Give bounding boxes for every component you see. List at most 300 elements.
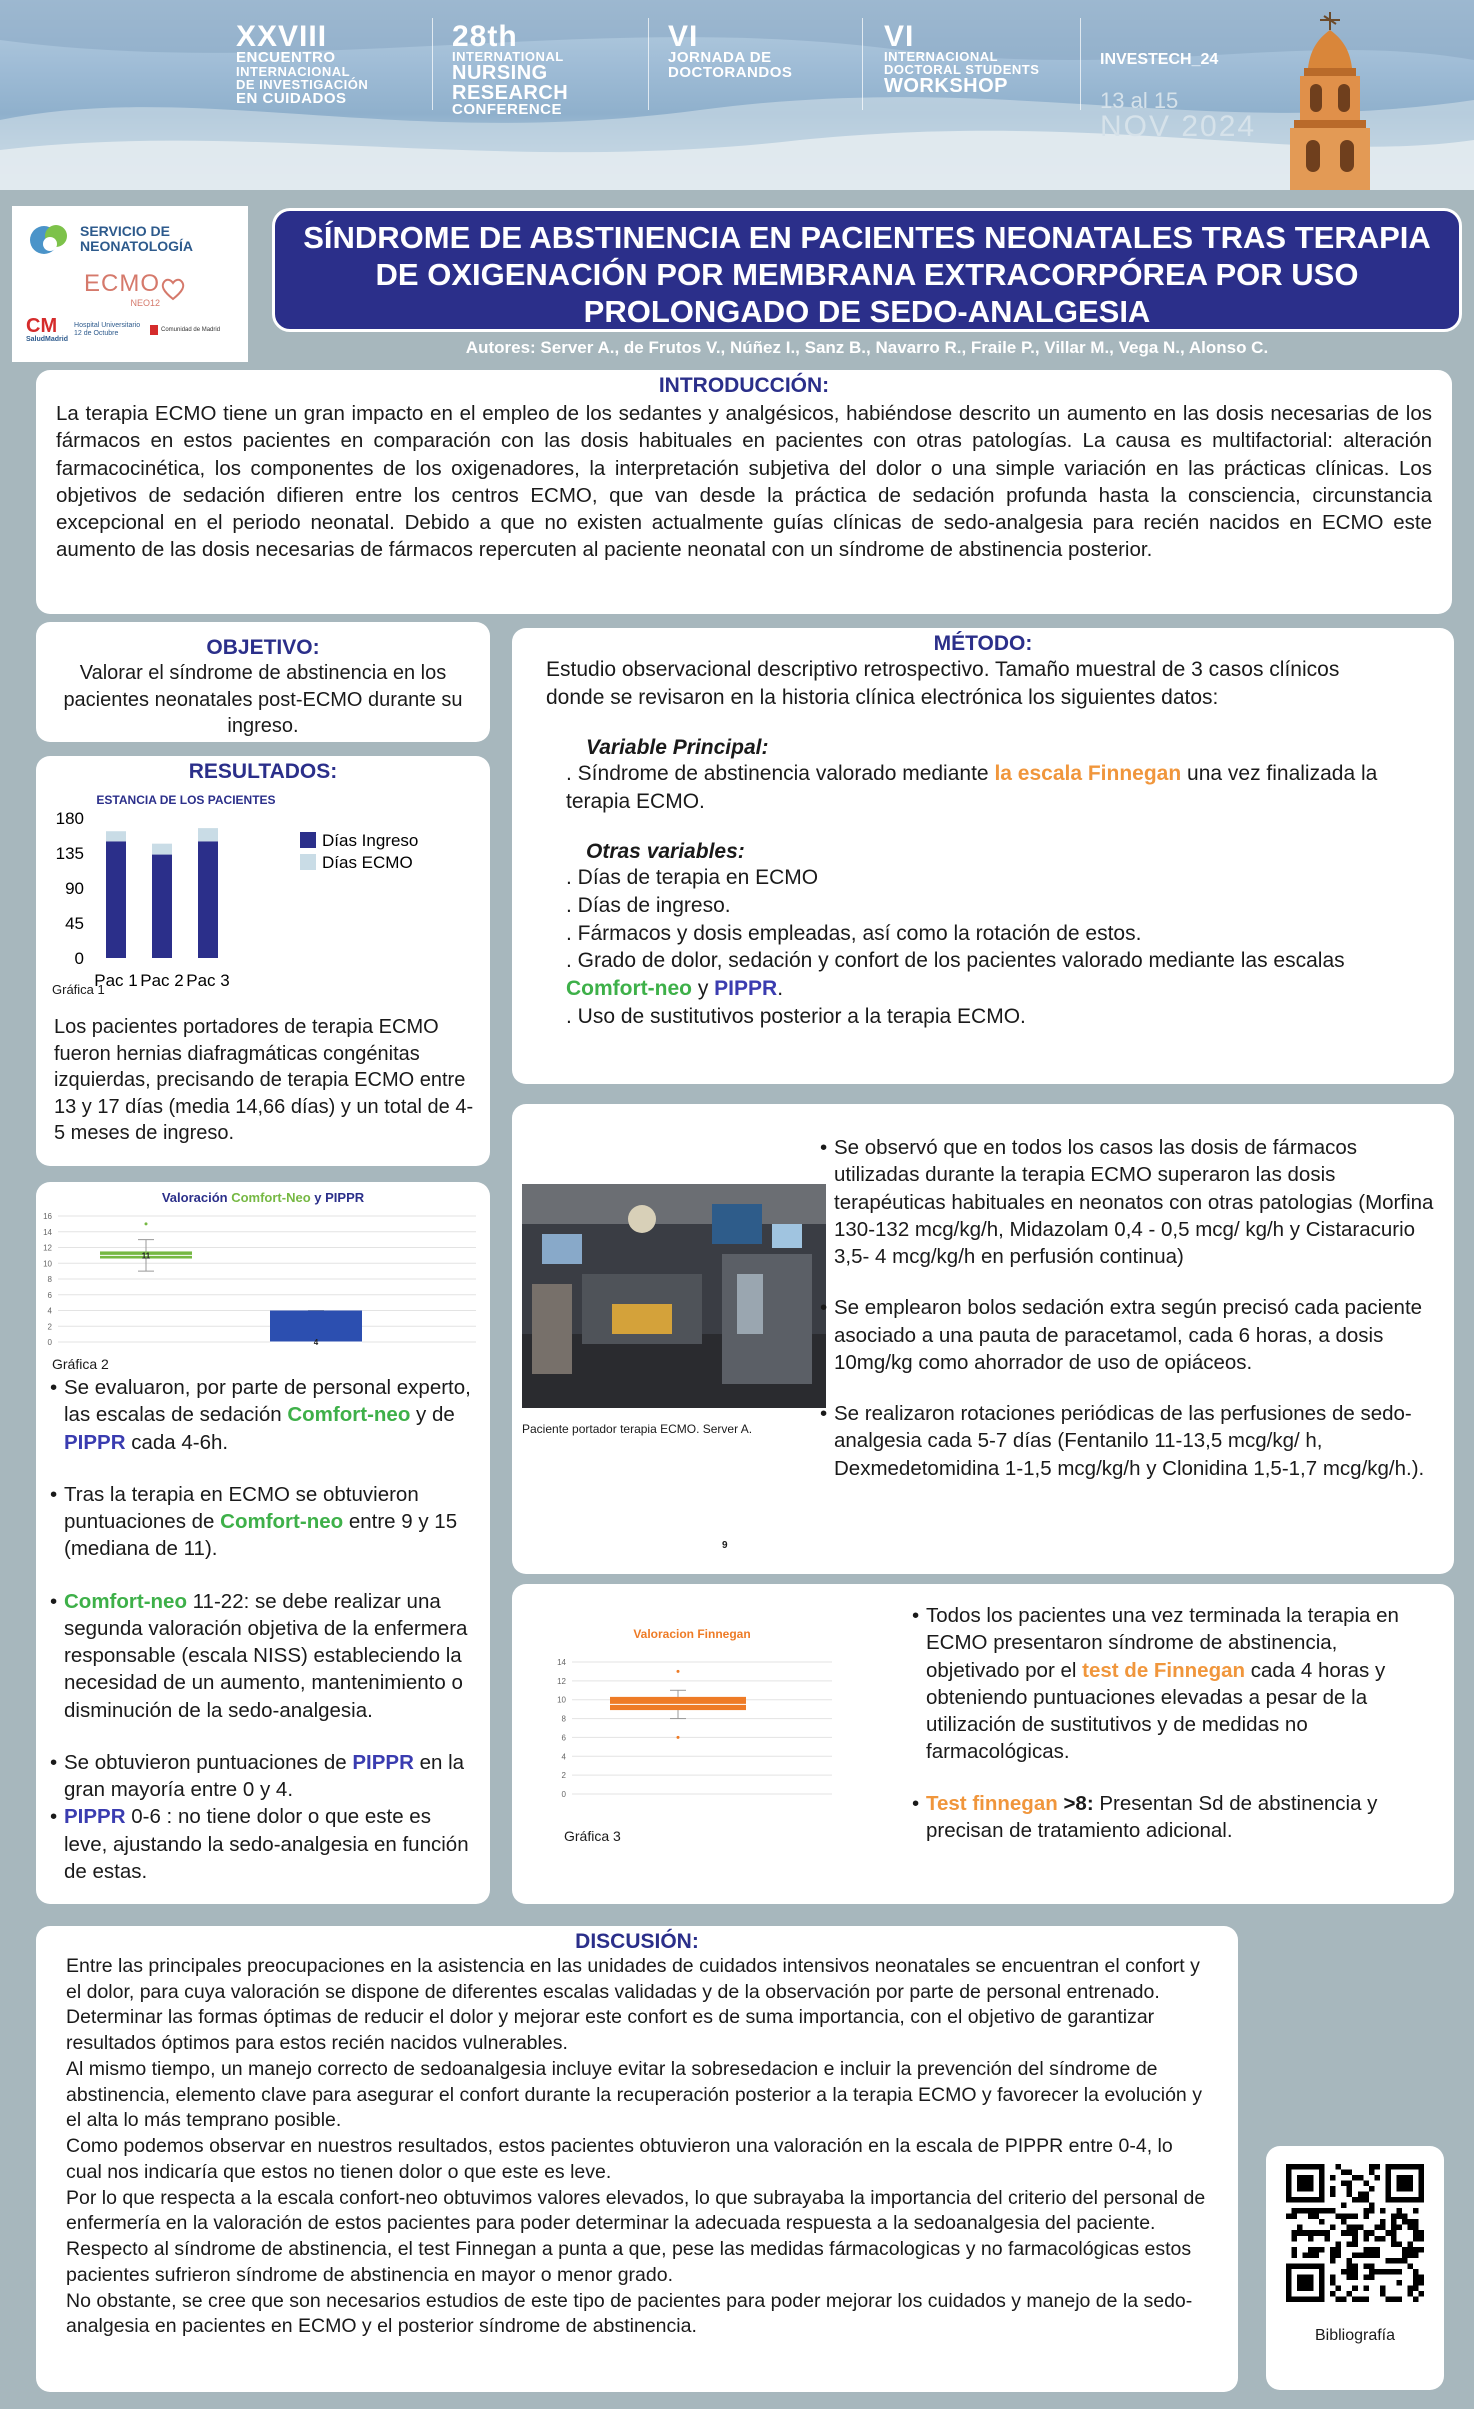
qr-module xyxy=(1363,2214,1369,2220)
qr-module xyxy=(1341,2296,1347,2302)
bar-días-ecmo xyxy=(152,844,172,855)
paragraph: No obstante, se cree que son necesarios estudios de este tipo de pacientes para poder mejorar los cuidados y manejo de la sedo-analgesia en pacientes en ECMO y el posterior síndrome de abstinencia. xyxy=(66,2289,1193,2338)
qr-module xyxy=(1374,2236,1380,2242)
bar-días-ingreso xyxy=(152,855,172,958)
qr-module xyxy=(1319,2247,1325,2253)
qr-module xyxy=(1303,2208,1309,2214)
qr-module xyxy=(1413,2269,1419,2275)
qr-module xyxy=(1391,2296,1397,2302)
chart1-caption: Gráfica 1 xyxy=(52,982,105,997)
y-tick-label: 8 xyxy=(47,1275,52,1284)
y-tick-label: 12 xyxy=(43,1243,52,1253)
qr-module xyxy=(1358,2192,1364,2198)
box xyxy=(610,1697,746,1710)
paragraph: Determinar las formas óptimas de reducir el dolor y mejorar este confort es de suma importancia, con el objetivo de garantizar resultados óptimos para estos recién nacidos vulnerables. xyxy=(66,2006,1155,2055)
otras-variables-list xyxy=(566,864,1420,1032)
comfort-bullet-4: • Se obtuvieron puntuaciones de PIPPR en la gran mayoría entre 0 y 4. xyxy=(50,1749,478,1804)
outlier-point xyxy=(677,1670,680,1673)
qr-module xyxy=(1347,2170,1353,2176)
qr-module xyxy=(1369,2230,1375,2236)
legend-label: Días Ingreso xyxy=(322,831,419,850)
qr-module xyxy=(1341,2170,1347,2176)
dosis-bullet-1: • Se observó que en todos los casos las dosis de fármacos utilizadas durante la terapia ECMO superaron las dosis terapéuticas habituales en neonatos con otras patologias (Morfina 130-132 mcg/kg/h, Midazolam 0,4 - 0,5 mcg/ kg/h y Cistaracurio 3,5- 4 mcg/kg/h en perfusión continua) xyxy=(820,1134,1446,1270)
qr-module xyxy=(1407,2225,1413,2231)
qr-module xyxy=(1363,2230,1369,2236)
qr-module xyxy=(1391,2258,1397,2264)
qr-module xyxy=(1330,2247,1336,2253)
event-nursing-conference: 28th INTERNATIONAL NURSING RESEARCH CONFERENCE xyxy=(452,20,569,119)
qr-module xyxy=(1413,2296,1419,2302)
qr-module xyxy=(1352,2269,1358,2275)
qr-module xyxy=(1314,2247,1320,2253)
qr-module xyxy=(1407,2247,1413,2253)
comunidad-madrid-logo: Comunidad de Madrid xyxy=(150,325,220,335)
bar-días-ecmo xyxy=(106,831,126,841)
event-jornada-doctorandos: VI JORNADA DE DOCTORANDOS xyxy=(668,20,793,82)
finnegan-bullet-2: • Test finnegan >8: Presentan Sd de abstinencia y precisan de tratamiento adicional. xyxy=(912,1790,1432,1845)
y-tick-label: 10 xyxy=(43,1259,52,1269)
qr-module xyxy=(1352,2175,1358,2181)
bibliografia-label: Bibliografía xyxy=(1314,2327,1396,2344)
qr-module xyxy=(1292,2208,1298,2214)
qr-module xyxy=(1363,2208,1369,2214)
qr-module xyxy=(1402,2258,1408,2264)
comfort-bullet-3: • Comfort-neo 11-22: se debe realizar una segunda valoración objetiva de la enfermera responsable (escala NISS) estableciendo la necesidad de un aumento, mantenimiento o disminución de la sedo-analgesia. xyxy=(50,1588,478,1724)
y-tick-label: 4 xyxy=(561,1752,566,1762)
page-number: 9 xyxy=(722,1540,728,1551)
qr-module xyxy=(1347,2274,1353,2280)
qr-module xyxy=(1292,2214,1298,2220)
dosis-bullets xyxy=(820,1134,1446,1482)
qr-module xyxy=(1396,2280,1402,2286)
qr-module xyxy=(1325,2208,1331,2214)
objetivo-heading: OBJETIVO: xyxy=(206,636,320,659)
qr-module xyxy=(1352,2263,1358,2269)
header-banner xyxy=(0,0,1474,190)
qr-module xyxy=(1413,2230,1419,2236)
qr-module xyxy=(1396,2214,1402,2220)
comfort-pippr-box-chart xyxy=(36,1182,490,1362)
qr-module xyxy=(1347,2186,1353,2192)
qr-module xyxy=(1292,2247,1298,2253)
list-item: . Uso de sustitutivos posterior a la terapia ECMO. xyxy=(566,1005,1026,1029)
qr-module xyxy=(1330,2208,1336,2214)
qr-module xyxy=(1341,2230,1347,2236)
data-label: 4 xyxy=(313,1338,319,1347)
y-tick-label: 0 xyxy=(561,1790,566,1799)
x-tick-label: Pac 3 xyxy=(186,971,230,986)
qr-module xyxy=(1314,2214,1320,2220)
qr-module xyxy=(1407,2241,1413,2247)
qr-module xyxy=(1363,2236,1369,2242)
qr-module xyxy=(1352,2225,1358,2231)
qr-module xyxy=(1407,2263,1413,2269)
qr-module xyxy=(1380,2225,1386,2231)
comfort-pippr-panel xyxy=(36,1182,490,1904)
qr-module xyxy=(1413,2236,1419,2242)
qr-module xyxy=(1341,2269,1347,2275)
paragraph: Entre las principales preocupaciones en la asistencia en las unidades de cuidados intensivos neonatales se encuentran el confort y el dolor, para cuya valoración se dispone de diferentes escalas validadas y de la observación por parte de personal entrenado. xyxy=(66,1955,1200,2003)
intro-text: La terapia ECMO tiene un gran impacto en el empleo de los sedantes y analgésicos, habiéndose descrito un aumento en las dosis necesarias de los fármacos en estos pacientes en comparación con las dosis habituales en pacientes con otras patologías. La causa es multifactorial: alteración farmacocinética, los componentes de los oxigenadores, la interpretación subjetiva del dolor o una simple variación en las prácticas clínicas. Los objetivos de sedación difieren entre los centros ECMO, que van desde la práctica de sedación profunda hasta la consciencia, circunstancia excepcional en el periodo neonatal. Debido a que no existen actualmente guías clínicas de sedo-analgesia para recién nacidos en ECMO este aumento de las dosis necesarias de fármacos repercuten al paciente neonatal con un síndrome de abstinencia posterior. xyxy=(56,402,1432,562)
qr-module xyxy=(1347,2263,1353,2269)
poster-title-panel xyxy=(272,208,1462,332)
qr-module xyxy=(1385,2230,1391,2236)
qr-module xyxy=(1319,2230,1325,2236)
salud-madrid-logos xyxy=(26,316,234,343)
chart2-caption: Gráfica 2 xyxy=(52,1356,109,1372)
qr-module xyxy=(1380,2269,1386,2275)
poster-title: SÍNDROME DE ABSTINENCIA EN PACIENTES NEONATALES TRAS TERAPIA DE OXIGENACIÓN POR MEMBRANA EXTRACORPÓREA POR USO PROLONGADO DE SEDO-ANALGESIA xyxy=(303,220,1431,330)
finnegan-box-chart xyxy=(542,1624,842,1804)
qr-module xyxy=(1314,2230,1320,2236)
qr-module xyxy=(1369,2252,1375,2258)
bar-días-ingreso xyxy=(198,841,218,958)
servicio-neonatologia-logo: SERVICIO DE NEONATOLOGÍA xyxy=(26,218,234,260)
y-tick-label: 0 xyxy=(47,1338,52,1347)
qr-module xyxy=(1391,2225,1397,2231)
qr-module xyxy=(1396,2269,1402,2275)
y-tick-label: 16 xyxy=(43,1212,52,1221)
qr-module xyxy=(1385,2296,1391,2302)
comfort-bullet-2: • Tras la terapia en ECMO se obtuvieron puntuaciones de Comfort-neo entre 9 y 15 (mediana de 11). xyxy=(50,1481,478,1563)
qr-module xyxy=(1341,2181,1347,2187)
photo-caption: Paciente portador terapia ECMO. Server A. xyxy=(522,1422,753,1436)
qr-module xyxy=(1336,2164,1342,2170)
qr-module xyxy=(1418,2247,1424,2253)
qr-module xyxy=(1369,2247,1375,2253)
qr-module xyxy=(1413,2274,1419,2280)
qr-module xyxy=(1358,2197,1364,2203)
qr-module xyxy=(1330,2192,1336,2198)
legend-label: Días ECMO xyxy=(322,853,413,872)
qr-module xyxy=(1341,2214,1347,2220)
y-tick-label: 12 xyxy=(557,1676,566,1686)
qr-module xyxy=(1402,2247,1408,2253)
dosis-panel xyxy=(512,1104,1454,1574)
qr-finder xyxy=(1297,2175,1314,2192)
qr-module xyxy=(1396,2225,1402,2231)
qr-module xyxy=(1413,2247,1419,2253)
qr-module xyxy=(1330,2274,1336,2280)
comfort-bullet-5: • PIPPR 0-6 : no tiene dolor o que este es leve, ajustando la sedo-analgesia en función de estas. xyxy=(50,1803,478,1885)
event-dates: 13 al 15 NOV 2024 xyxy=(1100,88,1257,143)
qr-module xyxy=(1374,2225,1380,2231)
y-tick-label: 6 xyxy=(47,1290,52,1300)
y-tick-label: 2 xyxy=(561,1771,566,1781)
discusion-panel xyxy=(36,1926,1238,2392)
qr-module xyxy=(1347,2225,1353,2231)
qr-panel[interactable] xyxy=(1266,2146,1444,2390)
list-item: . Días de ingreso. xyxy=(566,893,731,917)
chart-title: Valoracion Finnegan xyxy=(633,1627,751,1641)
metodo-heading: MÉTODO: xyxy=(933,632,1033,655)
qr-module xyxy=(1292,2230,1298,2236)
qr-module xyxy=(1352,2285,1358,2291)
qr-module xyxy=(1407,2252,1413,2258)
qr-module xyxy=(1292,2252,1298,2258)
y-tick-label: 90 xyxy=(65,879,84,898)
y-tick-label: 14 xyxy=(43,1227,52,1237)
y-tick-label: 45 xyxy=(65,914,84,933)
qr-module xyxy=(1413,2225,1419,2231)
resultados-panel xyxy=(36,756,490,1166)
outlier-point xyxy=(677,1736,680,1739)
qr-module xyxy=(1352,2252,1358,2258)
qr-module xyxy=(1314,2252,1320,2258)
qr-module xyxy=(1330,2291,1336,2297)
divider xyxy=(432,18,433,110)
qr-module xyxy=(1363,2192,1369,2198)
qr-module xyxy=(1380,2219,1386,2225)
qr-module xyxy=(1308,2214,1314,2220)
qr-module xyxy=(1407,2285,1413,2291)
qr-module xyxy=(1336,2252,1342,2258)
qr-module xyxy=(1358,2296,1364,2302)
qr-module xyxy=(1363,2252,1369,2258)
qr-module xyxy=(1418,2280,1424,2286)
qr-module xyxy=(1303,2252,1309,2258)
qr-module xyxy=(1391,2269,1397,2275)
qr-module xyxy=(1363,2285,1369,2291)
qr-module xyxy=(1369,2164,1375,2170)
qr-module xyxy=(1319,2208,1325,2214)
ecmo-patient-photo xyxy=(522,1184,826,1408)
qr-module xyxy=(1352,2241,1358,2247)
qr-module xyxy=(1358,2175,1364,2181)
qr-module xyxy=(1336,2241,1342,2247)
qr-module xyxy=(1330,2186,1336,2192)
list-item: . Fármacos y dosis empleadas, así como la rotación de estos. xyxy=(566,921,1142,945)
qr-module xyxy=(1330,2252,1336,2258)
qr-module xyxy=(1391,2236,1397,2242)
metodo-panel xyxy=(512,628,1454,1084)
cm-logo: CM SaludMadrid xyxy=(26,315,69,343)
qr-module xyxy=(1363,2181,1369,2187)
qr-module xyxy=(1413,2208,1419,2214)
qr-module xyxy=(1402,2214,1408,2220)
finnegan-bullet-1: • Todos los pacientes una vez terminada la terapia en ECMO presentaron síndrome de abstinencia, objetivado por el test de Finnegan cada 4 horas y obteniendo puntuaciones elevadas a pesar de la utilización de sustitutivos y de medidas no farmacológicas. xyxy=(912,1602,1432,1766)
qr-module xyxy=(1341,2219,1347,2225)
qr-module xyxy=(1363,2247,1369,2253)
finnegan-panel xyxy=(512,1584,1454,1904)
qr-module xyxy=(1330,2280,1336,2286)
qr-module xyxy=(1363,2263,1369,2269)
paragraph: Al mismo tiempo, un manejo correcto de sedoanalgesia incluye evitar la sobresedacion e incluir la prevención del síndrome de abstinencia, elemento clave para asegurar el confort durante la recuperación posterior a la terapia ECMO y favorecer la evolución y el alta lo más temprano posible. xyxy=(66,2057,1202,2132)
y-tick-label: 2 xyxy=(47,1322,52,1332)
qr-module xyxy=(1358,2252,1364,2258)
qr-module xyxy=(1418,2274,1424,2280)
bar-días-ingreso xyxy=(106,841,126,958)
qr-module xyxy=(1418,2236,1424,2242)
qr-module xyxy=(1374,2269,1380,2275)
heart-icon xyxy=(160,277,186,301)
qr-module xyxy=(1391,2241,1397,2247)
chart-title: Valoración Comfort-Neo y PIPPR xyxy=(161,1190,365,1205)
legend-swatch xyxy=(300,832,316,848)
qr-module xyxy=(1314,2208,1320,2214)
qr-module xyxy=(1352,2214,1358,2220)
qr-module xyxy=(1413,2280,1419,2286)
qr-module xyxy=(1330,2225,1336,2231)
qr-module xyxy=(1336,2285,1342,2291)
intro-panel xyxy=(36,370,1452,614)
qr-module xyxy=(1297,2208,1303,2214)
objetivo-panel xyxy=(36,622,490,742)
discusion-heading: DISCUSIÓN: xyxy=(575,1930,699,1953)
qr-module xyxy=(1347,2214,1353,2220)
qr-module xyxy=(1308,2247,1314,2253)
data-label: 11 xyxy=(141,1251,151,1261)
metodo-intro: Estudio observacional descriptivo retrospectivo. Tamaño muestral de 3 casos clínicos donde se revisaron en la historia clínica electrónica los siguientes datos: xyxy=(546,658,1340,709)
otras-variables-label: Otras variables: xyxy=(586,839,745,863)
chart-title: ESTANCIA DE LOS PACIENTES xyxy=(96,793,276,807)
qr-code-icon[interactable] xyxy=(1286,2164,1424,2302)
qr-module xyxy=(1402,2252,1408,2258)
qr-module xyxy=(1369,2203,1375,2209)
y-tick-label: 135 xyxy=(55,844,84,863)
comfort-bullet-1: • Se evaluaron, por parte de personal experto, las escalas de sedación Comfort-neo y de PIPPR cada 4-6h. xyxy=(50,1374,478,1456)
hospital-name: Hospital Universitario 12 de Octubre xyxy=(74,321,141,337)
investech-label: INVESTECH_24 xyxy=(1100,51,1219,68)
qr-module xyxy=(1352,2236,1358,2242)
qr-module xyxy=(1396,2241,1402,2247)
variable-principal-text: . Síndrome de abstinencia valorado mediante la escala Finnegan una vez finalizada la terapia ECMO. xyxy=(566,761,1378,813)
y-tick-label: 6 xyxy=(561,1733,566,1743)
qr-module xyxy=(1297,2230,1303,2236)
y-tick-label: 10 xyxy=(557,1695,566,1705)
qr-module xyxy=(1385,2269,1391,2275)
qr-module xyxy=(1380,2236,1386,2242)
neonatology-logo-icon xyxy=(26,218,74,260)
list-item: . Grado de dolor, sedación y confort de los pacientes valorado mediante las escalas Comfort-neo y PIPPR. xyxy=(566,949,1345,1001)
qr-module xyxy=(1374,2175,1380,2181)
qr-module xyxy=(1369,2208,1375,2214)
dosis-bullet-3: • Se realizaron rotaciones periódicas de las perfusiones de sedo-analgesia cada 5-7 días (Fentanilo 11-13,5 mcg/kg/ h, Dexmedetomidina 1-1,5 mcg/kg/h y Clonidina 1,5-1,7 mcg/kg/h.). xyxy=(820,1400,1446,1482)
qr-module xyxy=(1319,2219,1325,2225)
resultados-text: Los pacientes portadores de terapia ECMO fueron hernias diafragmáticas congénitas izquierdas, precisando de terapia ECMO entre 13 y 17 días (media 14,66 días) y un total de 4-5 meses de ingreso. xyxy=(54,1016,474,1145)
bar-días-ecmo xyxy=(198,828,218,841)
qr-module xyxy=(1413,2252,1419,2258)
qr-module xyxy=(1396,2296,1402,2302)
stay-bar-chart xyxy=(36,786,490,986)
qr-module xyxy=(1352,2230,1358,2236)
qr-module xyxy=(1347,2230,1353,2236)
qr-module xyxy=(1374,2164,1380,2170)
qr-module xyxy=(1347,2192,1353,2198)
tower-icon xyxy=(1250,10,1410,190)
qr-module xyxy=(1413,2285,1419,2291)
y-tick-label: 0 xyxy=(74,949,84,968)
qr-module xyxy=(1336,2214,1342,2220)
divider xyxy=(862,18,863,110)
qr-module xyxy=(1380,2208,1386,2214)
qr-module xyxy=(1369,2263,1375,2269)
logos-panel xyxy=(12,206,248,362)
discusion-text xyxy=(66,1954,1208,2340)
qr-module xyxy=(1358,2225,1364,2231)
qr-module xyxy=(1391,2219,1397,2225)
x-tick-label: Pac 2 xyxy=(140,971,184,986)
qr-module xyxy=(1308,2230,1314,2236)
qr-module xyxy=(1292,2236,1298,2242)
qr-module xyxy=(1363,2274,1369,2280)
paragraph: Respecto al síndrome de abstinencia, el test Finnegan a punta a que, pese las medidas fármacologicas y no farmacológicas estos pacientes sufrieron síndrome de abstinencia en mayor o menor grado. xyxy=(66,2238,1192,2286)
y-tick-label: 4 xyxy=(47,1306,52,1316)
qr-module xyxy=(1297,2225,1303,2231)
finnegan-bullets xyxy=(912,1602,1432,1844)
qr-module xyxy=(1369,2170,1375,2176)
qr-module xyxy=(1308,2252,1314,2258)
ecmo-neo-logo: ECMO NEO12 xyxy=(84,270,234,308)
qr-module xyxy=(1385,2258,1391,2264)
qr-finder xyxy=(1297,2274,1314,2291)
event-encuentro: XXVIII ENCUENTRO INTERNACIONAL DE INVESTIGACIÓN EN CUIDADOS xyxy=(236,20,369,107)
variable-principal-label: Variable Principal: xyxy=(586,735,769,759)
qr-module xyxy=(1347,2181,1353,2187)
qr-module xyxy=(1341,2203,1347,2209)
y-tick-label: 180 xyxy=(55,809,84,828)
qr-module xyxy=(1347,2291,1353,2297)
qr-module xyxy=(1308,2208,1314,2214)
qr-module xyxy=(1380,2291,1386,2297)
qr-module xyxy=(1374,2252,1380,2258)
qr-module xyxy=(1363,2296,1369,2302)
qr-module xyxy=(1308,2236,1314,2242)
qr-module xyxy=(1380,2285,1386,2291)
qr-module xyxy=(1347,2241,1353,2247)
authors: Autores: Server A., de Frutos V., Núñez I., Sanz B., Navarro R., Fraile P., Villar M., Vega N., Alonso C. xyxy=(465,338,1269,357)
qr-module xyxy=(1363,2197,1369,2203)
dosis-bullet-2: • Se emplearon bolos sedación extra según precisó cada paciente asociado a una pauta de paracetamol, cada 6 horas, a dosis 10mg/kg como ahorrador de uso de opiáceos. xyxy=(820,1294,1446,1376)
qr-module xyxy=(1336,2296,1342,2302)
qr-module xyxy=(1407,2291,1413,2297)
y-tick-label: 14 xyxy=(557,1658,566,1667)
paragraph: Por lo que respecta a la escala confort-neo obtuvimos valores elevados, lo que subrayaba la importancia del criterio del personal de enfermería en la valoración de estos pacientes para poder determinar la adecuada respuesta a la sedoanalgesia del paciente. xyxy=(66,2186,1206,2235)
qr-module xyxy=(1369,2269,1375,2275)
intro-heading: INTRODUCCIÓN: xyxy=(658,374,830,397)
qr-module xyxy=(1369,2186,1375,2192)
y-tick-label: 8 xyxy=(561,1714,566,1724)
qr-module xyxy=(1418,2230,1424,2236)
qr-module xyxy=(1369,2274,1375,2280)
qr-module xyxy=(1286,2214,1292,2220)
qr-module xyxy=(1325,2236,1331,2242)
qr-module xyxy=(1330,2175,1336,2181)
qr-module xyxy=(1391,2214,1397,2220)
comfort-bullets xyxy=(50,1374,478,1885)
resultados-heading: RESULTADOS: xyxy=(188,760,338,783)
qr-module xyxy=(1402,2219,1408,2225)
chart3-caption: Gráfica 3 xyxy=(564,1828,621,1844)
qr-module xyxy=(1396,2208,1402,2214)
outlier-point xyxy=(145,1222,148,1225)
qr-module xyxy=(1413,2219,1419,2225)
x-tick-label: Pac 1 xyxy=(94,971,138,986)
qr-module xyxy=(1396,2258,1402,2264)
event-doctoral-workshop: VI INTERNACIONAL DOCTORAL STUDENTS WORKSHOP xyxy=(884,20,1040,97)
qr-module xyxy=(1352,2296,1358,2302)
divider xyxy=(648,18,649,110)
qr-module xyxy=(1303,2230,1309,2236)
qr-module xyxy=(1418,2291,1424,2297)
qr-module xyxy=(1407,2219,1413,2225)
qr-module xyxy=(1330,2258,1336,2264)
divider xyxy=(1080,18,1081,110)
qr-module xyxy=(1347,2258,1353,2264)
qr-module xyxy=(1391,2230,1397,2236)
qr-module xyxy=(1325,2230,1331,2236)
paragraph: Como podemos observar en nuestros resultados, estos pacientes obtuvieron una valoración en la escala de PIPPR entre 0-4, lo cual nos indicaría que estos no tienen dolor o que este es leve. xyxy=(66,2135,1173,2183)
